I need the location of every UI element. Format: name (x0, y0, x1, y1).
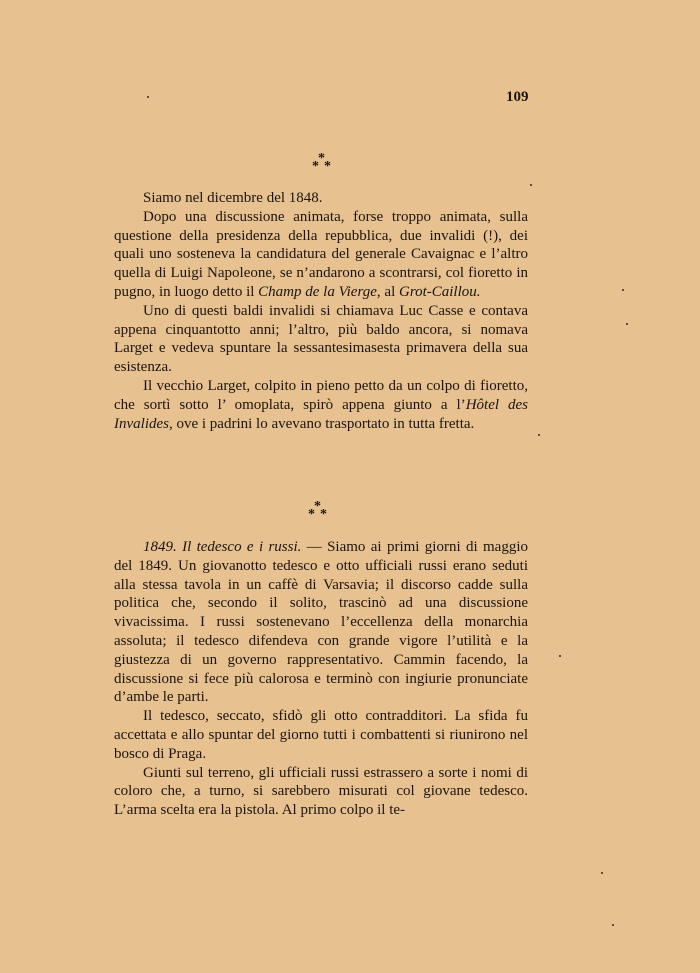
dust-speck (147, 96, 149, 98)
paragraph-text: , al (376, 283, 399, 300)
paragraph (114, 189, 528, 208)
section-heading: 1849. Il tedesco e i russi. (143, 539, 302, 555)
paragraph (114, 302, 528, 377)
place-name: Champ de la Vierge (258, 283, 377, 300)
paragraph-text: Dopo una discussione animata, forse troppo animata, sulla questione della presidenza della repubblica, due invalidi (!), dei quali uno sosteneva la candidatura del generale Cavaignac e l’altro quella di Luigi Napoleone, se n’andarono a scontrarsi, col fioretto in pugno, in luogo detto il (114, 208, 528, 300)
paragraph (114, 208, 528, 302)
asterisk: * (314, 499, 321, 514)
dust-speck (612, 924, 614, 926)
paragraph-text: Siamo nel dicembre del 1848. (143, 190, 323, 206)
dust-speck (559, 655, 561, 657)
paragraph-text: Il tedesco, seccato, sfidò gli otto contradditori. La sfida fu accettata e allo spuntar del giorno tutti i combattenti si riunirono nel bosco di Praga. (114, 708, 528, 762)
paragraph-text: Uno di questi baldi invalidi si chiamava Luc Casse e contava appena cinquantotto anni; l’altro, più baldo ancora, si nomava Larget e vedeva spuntare la sessantesimasesta primavera della sua esistenza. (114, 302, 528, 376)
dust-speck (538, 434, 540, 436)
asterisk: * (308, 507, 315, 522)
place-name: Grot-Caillou. (398, 283, 481, 300)
dust-speck (622, 289, 624, 291)
asterisk: * (320, 507, 327, 522)
dust-speck (626, 323, 628, 325)
asterism-ornament (302, 500, 342, 522)
paragraph-text: Il vecchio Larget, colpito in pieno petto da un colpo di fioretto, che sortì sotto l’ omoplata, spirò appena giunto a l’ (114, 377, 528, 413)
asterisk: * (324, 159, 331, 174)
paragraph (114, 377, 528, 433)
section-1848 (114, 189, 528, 433)
dust-speck (601, 872, 603, 874)
asterisk: * (318, 151, 325, 166)
paragraph-text: , ove i padrini lo avevano trasportato in tutta fretta. (168, 415, 475, 432)
asterisk: * (312, 159, 319, 174)
page-number: 109 (506, 89, 529, 105)
paragraph-text: Giunti sul terreno, gli ufficiali russi estrassero a sorte i nomi di coloro che, a turno, si sarebbero misurati col giovane tedesco. L’arma scelta era la pistola. Al primo colpo il te- (114, 764, 528, 819)
section-1849 (114, 538, 528, 820)
dust-speck (530, 184, 532, 186)
paragraph-text: — Siamo ai primi giorni di maggio del 1849. Un giovanotto tedesco e otto ufficiali russi erano seduti alla stessa tavola in un caffè di Varsavia; il discorso cadde sulla politica che, secondo il solito, trascinò ad una discussione vivacissima. I russi sostenevano l’eccellenza della monarchia assoluta; il tedesco difendeva con grande vigore l’utilità e la giustezza di un governo rappresentativo. Cammin facendo, la discussione si fece più calorosa e terminò con ingiurie pronunciate d’ambe le parti. (114, 539, 528, 706)
paragraph (114, 538, 528, 707)
paragraph (114, 707, 528, 763)
paragraph (114, 764, 528, 820)
place-name: Hôtel des Invalides (114, 396, 528, 432)
asterism-ornament (306, 152, 346, 174)
